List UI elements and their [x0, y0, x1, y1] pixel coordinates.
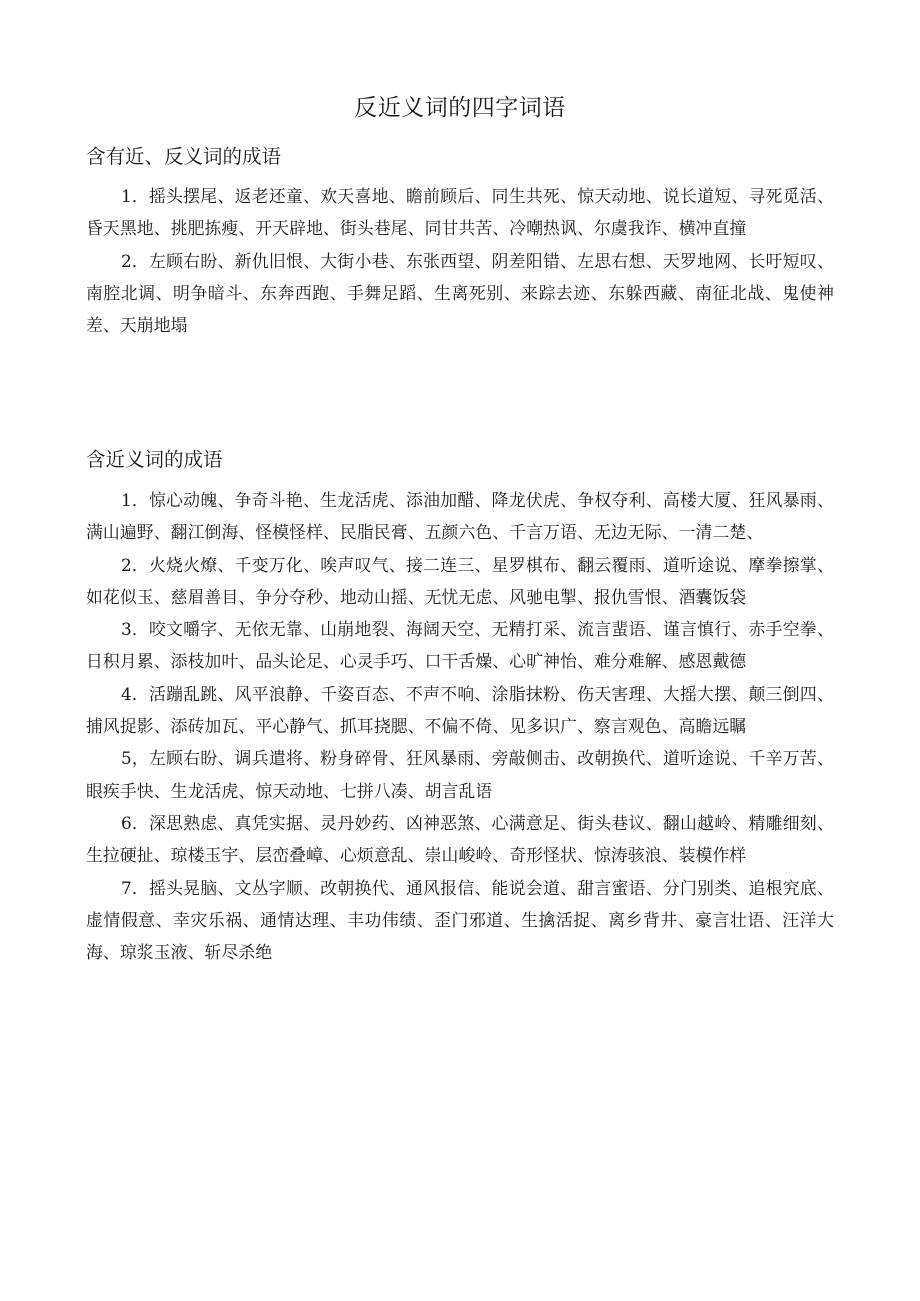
paragraph-separator: ． — [131, 877, 150, 898]
paragraph-separator: ． — [131, 490, 150, 510]
paragraph-number: 7 — [121, 877, 132, 898]
paragraph-separator: ． — [131, 683, 150, 704]
paragraph-text: 惊心动魄、争奇斗艳、生龙活虎、添油加醋、降龙伏虎、争权夺利、高楼大厦、狂风暴雨、满山遍野、翻江倒海、怪模怪样、民脂民膏、五颜六色、千言万语、无边无际、一清二楚、 — [86, 490, 834, 543]
paragraph-text: 摇头晃脑、文丛字顺、改朝换代、通风报信、能说会道、甜言蜜语、分门别类、追根究底、虚情假意、幸灾乐祸、通情达理、丰功伟绩、歪门邪道、生擒活捉、离乡背井、豪言壮语、汪洋大海、琼浆玉液、斩尽杀绝 — [86, 877, 834, 963]
paragraph-number: 4 — [121, 683, 132, 704]
paragraph-text: 左顾右盼、新仇旧恨、大街小巷、东张西望、阴差阳错、左思右想、天罗地网、长吁短叹、南腔北调、明争暗斗、东奔西跑、手舞足蹈、生离死别、来踪去迹、东躲西藏、南征北战、鬼使神差、天崩地塌 — [86, 250, 834, 336]
paragraph-text: 咬文嚼字、无依无靠、山崩地裂、海阔天空、无精打采、流言蜚语、谨言慎行、赤手空拳、日积月累、添枝加叶、品头论足、心灵手巧、口干舌燥、心旷神怡、难分难解、感恩戴德 — [86, 619, 834, 672]
idiom-paragraph — [86, 549, 834, 614]
idiom-paragraph — [86, 807, 834, 872]
section-synonym — [86, 484, 834, 968]
paragraph-number: 5 — [121, 748, 132, 769]
idiom-paragraph — [86, 245, 834, 342]
paragraph-number: 3 — [121, 619, 132, 640]
idiom-paragraph — [86, 742, 834, 807]
idiom-paragraph — [86, 613, 834, 678]
paragraph-number: 1 — [121, 186, 132, 206]
idiom-paragraph — [86, 872, 834, 969]
paragraph-separator: ． — [131, 250, 150, 271]
paragraph-text: 火烧火燎、千变万化、唉声叹气、接二连三、星罗棋布、翻云覆雨、道听途说、摩拳擦掌、如花似玉、慈眉善目、争分夺秒、地动山摇、无忧无虑、风驰电掣、报仇雪恨、酒囊饭袋 — [86, 554, 834, 607]
paragraph-separator: ． — [131, 186, 150, 206]
document-title: 反近义词的四字词语 — [354, 95, 566, 121]
idiom-paragraph — [86, 678, 834, 743]
paragraph-number: 6 — [121, 812, 132, 833]
paragraph-separator: ． — [131, 619, 150, 640]
section-heading-antonym-synonym: 含有近、反义词的成语 — [86, 145, 282, 168]
paragraph-number: 2 — [121, 554, 132, 575]
section-antonym-synonym — [86, 180, 834, 341]
paragraph-text: 左顾右盼、调兵遣将、粉身碎骨、狂风暴雨、旁敲侧击、改朝换代、道听途说、千辛万苦、眼疾手快、生龙活虎、惊天动地、七拼八凑、胡言乱语 — [86, 748, 834, 801]
paragraph-separator: ． — [131, 812, 150, 833]
idiom-paragraph — [86, 484, 834, 549]
paragraph-number: 2 — [121, 250, 132, 271]
paragraph-text: 摇头摆尾、返老还童、欢天喜地、瞻前顾后、同生共死、惊天动地、说长道短、寻死觅活、昏天黑地、挑肥拣瘦、开天辟地、街头巷尾、同甘共苦、冷嘲热讽、尔虞我诈、横冲直撞 — [86, 186, 834, 239]
paragraph-separator: ， — [131, 748, 150, 769]
paragraph-separator: ． — [131, 554, 150, 575]
paragraph-text: 深思熟虑、真凭实据、灵丹妙药、凶神恶煞、心满意足、街头巷议、翻山越岭、精雕细刻、生拉硬扯、琼楼玉宇、层峦叠嶂、心烦意乱、崇山峻岭、奇形怪状、惊涛骇浪、装模作样 — [86, 812, 834, 866]
idiom-paragraph — [86, 180, 834, 245]
paragraph-number: 1 — [121, 490, 132, 510]
paragraph-text: 活蹦乱跳、风平浪静、千姿百态、不声不响、涂脂抹粉、伤天害理、大摇大摆、颠三倒四、捕风捉影、添砖加瓦、平心静气、抓耳挠腮、不偏不倚、见多识广、察言观色、高瞻远瞩 — [86, 683, 834, 737]
section-heading-synonym: 含近义词的成语 — [86, 448, 223, 471]
